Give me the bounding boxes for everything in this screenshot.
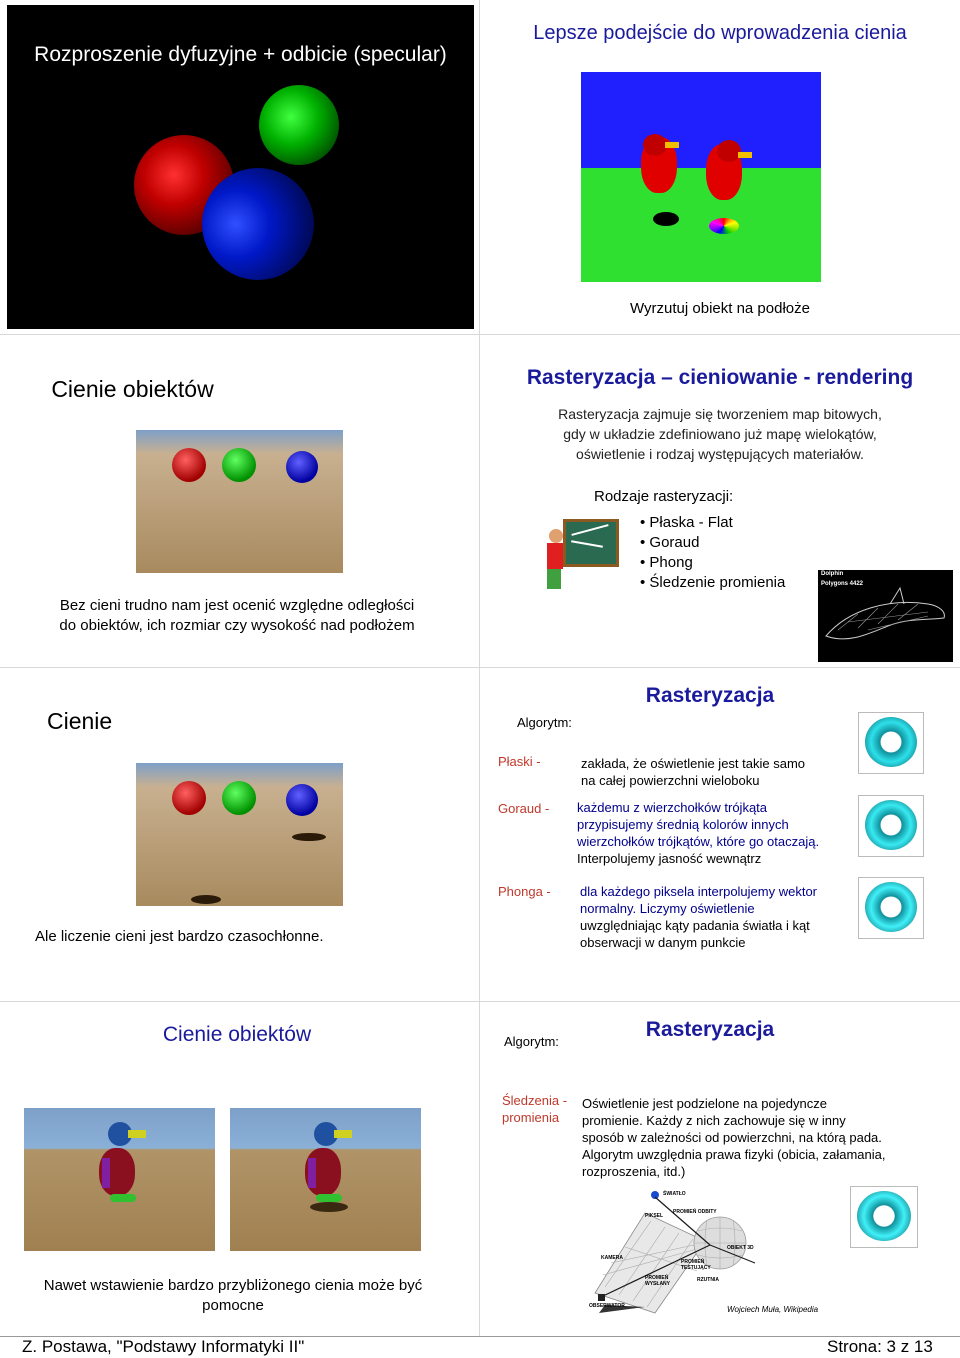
types-item: • Goraud xyxy=(640,534,700,551)
types-item: • Phong xyxy=(640,554,693,571)
types-list xyxy=(640,513,785,593)
definition-line: obserwacji w danym punkcie xyxy=(580,935,746,950)
diagram-label: OBIEKT 3D xyxy=(727,1245,754,1251)
term-flat: Płaski - xyxy=(498,754,541,769)
row-divider xyxy=(0,334,960,335)
column-divider xyxy=(479,0,480,1336)
caption-line: Bez cieni trudno nam jest ocenić względne odległości xyxy=(59,597,415,614)
diagram-label: OBSERWATOR xyxy=(589,1303,625,1309)
image-credit: Wojciech Muła, Wikipedia xyxy=(727,1305,819,1314)
definition-line: rozproszenia, itd.) xyxy=(582,1164,686,1179)
diagram-label: RZUTNIA xyxy=(697,1277,719,1283)
slide-title: Rasteryzacja xyxy=(645,684,775,707)
types-item: • Śledzenie promienia xyxy=(640,574,786,591)
dolphin-wireframe-image xyxy=(818,570,953,662)
algorithm-label: Algorytm: xyxy=(517,715,572,730)
red-sphere xyxy=(172,781,206,815)
term-line: Śledzenia - xyxy=(502,1093,568,1108)
body-line: oświetlenie i rodzaj występujących materiałów. xyxy=(576,446,864,462)
definition-line: sposób w zależności od powierzchni, na którą pada. xyxy=(582,1130,882,1145)
definition-line: na całej powierzchni wieloboku xyxy=(581,773,760,788)
shadow xyxy=(191,895,221,904)
raytracing-diagram xyxy=(585,1185,820,1317)
spheres-scene xyxy=(136,430,343,573)
term-raytracing xyxy=(502,1092,567,1126)
term-phong: Phonga - xyxy=(498,884,551,899)
caption-line: pomocne xyxy=(202,1297,264,1314)
algorithm-label: Algorytm: xyxy=(504,1034,559,1049)
definition-goraud xyxy=(577,799,819,867)
slide-title: Lepsze podejście do wprowadzenia cienia xyxy=(533,22,907,44)
body-line: Rasteryzacja zajmuje się tworzeniem map bitowych, xyxy=(558,406,882,422)
penguin-with-shadow-scene xyxy=(230,1108,421,1251)
definition-line: przypisujemy średnią kolorów innych xyxy=(577,817,789,832)
definition-line: każdemu z wierzchołków trójkąta xyxy=(577,800,768,815)
dolphin-polygons: Polygons 4422 xyxy=(821,581,864,587)
blue-sphere xyxy=(286,451,318,483)
slide-caption: Wyrzutuj obiekt na podłoże xyxy=(630,300,810,317)
shadow xyxy=(310,1202,348,1212)
slide-caption xyxy=(0,596,474,636)
penguin-no-shadow-scene xyxy=(24,1108,215,1251)
diagram-label: PROMIEŃ WYSŁANY xyxy=(645,1275,670,1287)
diagram-label: ŚWIATŁO xyxy=(663,1191,686,1197)
definition-line: zakłada, że oświetlenie jest takie samo xyxy=(581,756,806,771)
blue-sphere xyxy=(286,784,318,816)
slide-title: Cienie obiektów xyxy=(162,1023,312,1046)
diagram-label: PROMIEŃ TESTUJĄCY xyxy=(681,1259,711,1271)
shadow xyxy=(653,212,679,226)
row-divider xyxy=(0,1001,960,1002)
definition-line: Interpolujemy jasność wewnątrz xyxy=(577,851,762,866)
definition-phong xyxy=(580,883,817,951)
diagram-label: PROMIEŃ ODBITY xyxy=(673,1209,717,1215)
red-sphere xyxy=(172,448,206,482)
footer-left: Z. Postawa, "Podstawy Informatyki II" xyxy=(22,1337,305,1356)
teacher-chalkboard-icon xyxy=(541,515,621,595)
term-goraud: Goraud - xyxy=(498,801,550,816)
torus-flat-image xyxy=(858,712,924,774)
dolphin-label: Dolphin xyxy=(821,571,844,577)
slide-title: Rasteryzacja xyxy=(645,1018,775,1041)
blue-sphere xyxy=(202,168,314,280)
slide-title: Cienie xyxy=(47,708,113,734)
torus-phong-image xyxy=(858,877,924,939)
types-heading: Rodzaje rasteryzacji: xyxy=(594,488,734,505)
torus-goraud-image xyxy=(858,795,924,857)
slide-title: Rasteryzacja – cieniowanie - rendering xyxy=(526,366,914,389)
definition-raytracing xyxy=(582,1095,885,1180)
definition-line: wierzchołków trójkątów, które go otaczają. xyxy=(577,834,820,849)
green-sphere xyxy=(222,781,256,815)
green-sphere xyxy=(222,448,256,482)
definition-line: Oświetlenie jest podzielone na pojedyncze xyxy=(582,1096,827,1111)
shadow xyxy=(292,833,326,841)
footer-right: Strona: 3 z 13 xyxy=(827,1337,933,1356)
slide-title: Rozproszenie dyfuzyjne + odbicie (specular) xyxy=(34,43,447,66)
ground-projection-image xyxy=(581,72,821,282)
slide-caption xyxy=(0,1276,466,1316)
torus-raytracing-image xyxy=(850,1186,918,1248)
slide-diffuse-specular xyxy=(7,5,474,329)
definition-line: normalny. Liczymy oświetlenie xyxy=(580,901,755,916)
slide-caption: Ale liczenie cieni jest bardzo czasochłonne. xyxy=(35,928,324,945)
colored-shadow xyxy=(709,218,739,234)
term-line: promienia xyxy=(502,1110,560,1125)
definition-line: uwzględniając kąty padania światła i kąt xyxy=(580,918,810,933)
diagram-label: PIKSEL xyxy=(645,1213,664,1219)
definition-line: dla każdego piksela interpolujemy wektor xyxy=(580,884,818,899)
definition-line: promienie. Każdy z nich zachowuje się w inny xyxy=(582,1113,846,1128)
row-divider xyxy=(0,667,960,668)
definition-line: Algorytm uwzględnia prawa fizyki (obicia, załamania, xyxy=(582,1147,886,1162)
slide-body xyxy=(480,404,960,464)
caption-line: Nawet wstawienie bardzo przybliżonego cienia może być xyxy=(43,1277,423,1294)
caption-line: do obiektów, ich rozmiar czy wysokość nad podłożem xyxy=(59,617,415,634)
spheres-with-shadows-scene xyxy=(136,763,343,906)
types-item: • Płaska - Flat xyxy=(640,514,733,531)
green-sphere xyxy=(259,85,339,165)
definition-flat xyxy=(581,755,805,789)
slide-title: Cienie obiektów xyxy=(51,376,214,402)
body-line: gdy w układzie zdefiniowano już mapę wielokątów, xyxy=(563,426,877,442)
diagram-label: KAMERA xyxy=(601,1255,623,1261)
